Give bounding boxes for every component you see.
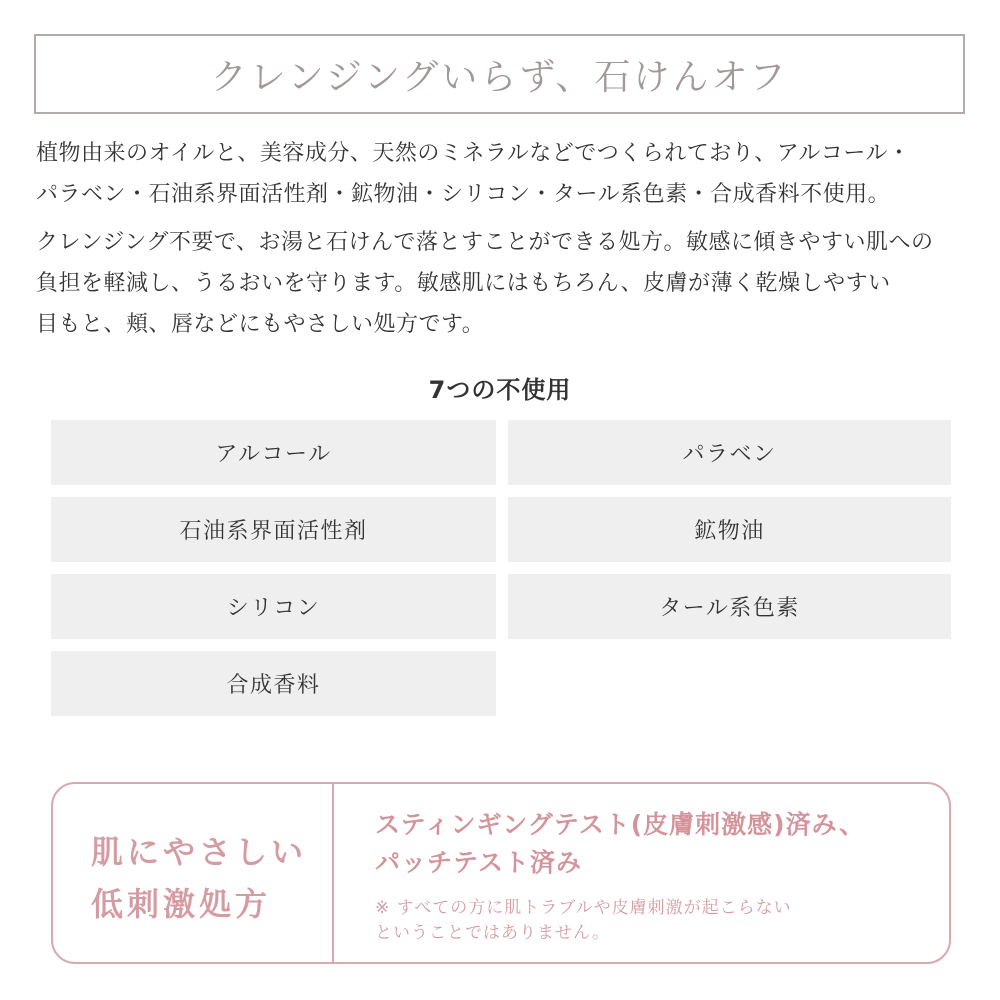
badge-label-line: 低刺激処方 [91,885,272,923]
free-from-item-fragrance: 合成香料 [51,651,496,716]
badge-note-line: ということではありません。 [375,923,611,943]
paragraph-line: 植物由来のオイルと、美容成分、天然のミネラルなどでつくられており、アルコール・ [36,141,911,166]
badge-divider [332,784,334,962]
ingredients-paragraph [36,133,976,215]
badge-test-line: パッチテスト済み [375,848,583,877]
free-from-item-surfactant: 石油系界面活性剤 [51,497,496,562]
page-title: クレンジングいらず、石けんオフ [210,56,789,98]
free-from-grid [51,420,951,716]
badge-details [375,806,935,946]
paragraph-line: 負担を軽減し、うるおいを守ります。敏感肌にはもちろん、皮膚が薄く乾燥しやすい [36,271,891,296]
title-box [34,34,965,114]
badge-label-line: 肌にやさしい [91,833,308,871]
free-from-item-paraben: パラベン [508,420,951,485]
paragraph-line: 目もと、頬、唇などにもやさしい処方です。 [36,312,485,337]
free-from-item-alcohol: アルコール [51,420,496,485]
free-from-title: 7つの不使用 [428,376,572,404]
badge-disclaimer [375,896,935,946]
badge-label [91,826,311,930]
formula-paragraph [36,222,976,345]
badge-test-line: スティンギングテスト(皮膚刺激感)済み、 [375,810,866,839]
badge-note-line: ※ すべての方に肌トラブルや皮膚刺激が起こらない [375,898,792,918]
free-from-item-tar-dye: タール系色素 [508,574,951,639]
paragraph-line: パラベン・石油系界面活性剤・鉱物油・シリコン・タール系色素・合成香料不使用。 [36,182,891,207]
free-from-item-mineral-oil: 鉱物油 [508,497,951,562]
low-irritation-badge [51,782,951,964]
paragraph-line: クレンジング不要で、お湯と石けんで落とすことができる処方。敏感に傾きやすい肌への [36,230,934,255]
free-from-item-silicone: シリコン [51,574,496,639]
